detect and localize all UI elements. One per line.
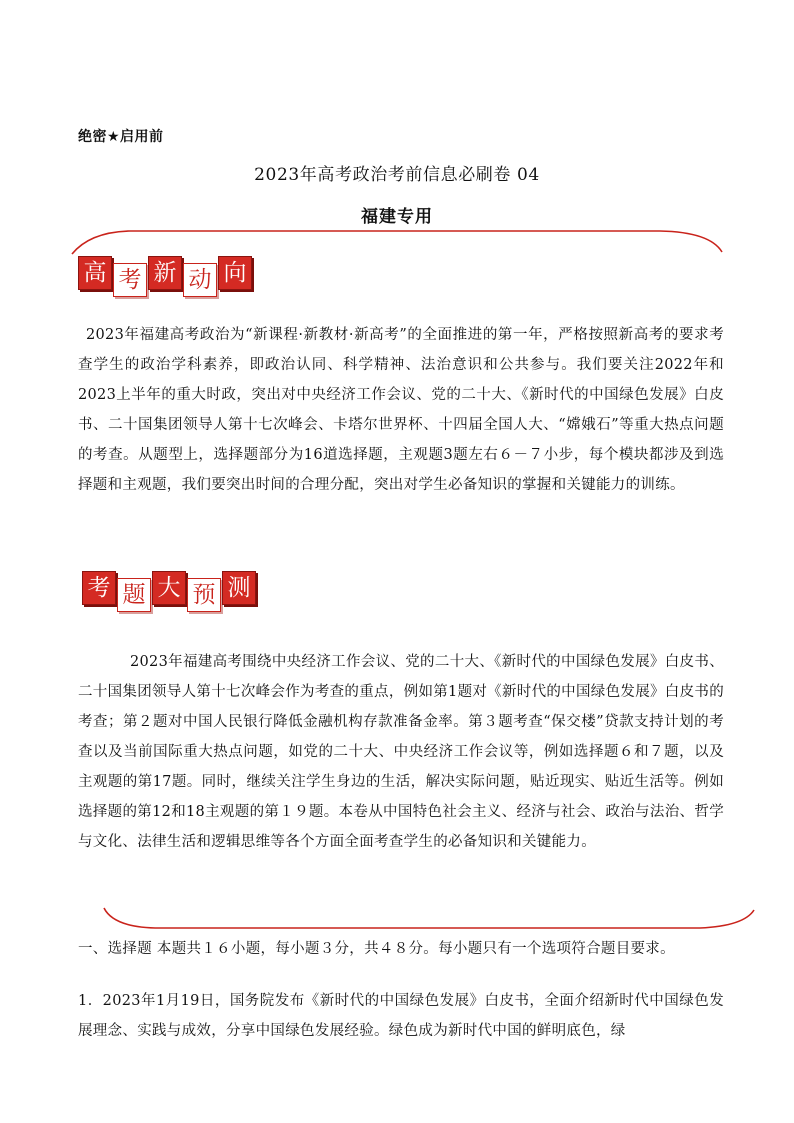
section-banner-trends bbox=[78, 256, 253, 298]
banner-char: 预 bbox=[187, 578, 221, 612]
page-subtitle: 福建专用 bbox=[361, 207, 433, 227]
banner-char: 考 bbox=[113, 263, 147, 297]
secret-label: 绝密★启用前 bbox=[78, 129, 164, 145]
question-section-intro: 一、选择题 本题共１６小题，每小题３分，共４８分。每小题只有一个选项符合题目要求。 bbox=[78, 941, 675, 957]
bottom-decorative-curve bbox=[100, 906, 758, 932]
banner-char: 考 bbox=[82, 571, 116, 605]
question-1: 1．2023年1月19日，国务院发布《新时代的中国绿色发展》白皮书，全面介绍新时代中国绿色发展理念、实践与成效，分享中国绿色发展经验。绿色成为新时代中国的鲜明底色，绿 bbox=[78, 993, 724, 1039]
section-trends-paragraph: 2023年福建高考政治为“新课程·新教材·新高考”的全面推进的第一年，严格按照新高考的要求考查学生的政治学科素养，即政治认同、科学精神、法治意识和公共参与。我们要关注2022年和2023上半年的重大时政，突出对中央经济工作会议、党的二十大、《新时代的中国绿色发展》白皮书、二十国集团领导人第十七次峰会、卡塔尔世界杯、十四届全国人大、“嫦娥石”等重大热点问题的考查。从题型上，选择题部分为16道选择题，主观题3题左右６－７小步，每个模块都涉及到选择题和主观题，我们要突出时间的合理分配，突出对学生必备知识的掌握和关键能力的训练。 bbox=[78, 327, 724, 493]
banner-char: 大 bbox=[152, 571, 186, 605]
page-title: 2023年高考政治考前信息必刷卷 04 bbox=[254, 165, 540, 185]
banner-char: 动 bbox=[183, 263, 217, 297]
banner-char: 测 bbox=[222, 571, 256, 605]
banner-char: 高 bbox=[78, 256, 112, 290]
banner-char: 题 bbox=[117, 578, 151, 612]
top-decorative-curve bbox=[70, 226, 725, 256]
section-banner-predictions bbox=[82, 571, 257, 613]
banner-char: 向 bbox=[218, 256, 252, 290]
banner-char: 新 bbox=[148, 256, 182, 290]
section-predictions-paragraph: 2023年福建高考围绕中央经济工作会议、党的二十大、《新时代的中国绿色发展》白皮书、二十国集团领导人第十七次峰会作为考查的重点，例如第1题对《新时代的中国绿色发展》白皮书的考查；第２题对中国人民银行降低金融机构存款准备金率。第３题考查“保交楼”贷款支持计划的考查以及当前国际重大热点问题，如党的二十大、中央经济工作会议等，例如选择题６和７题，以及主观题的第17题。同时，继续关注学生身边的生活，解决实际问题，贴近现实、贴近生活等。例如选择题的第12和18主观题的第１９题。本卷从中国特色社会主义、经济与社会、政治与法治、哲学与文化、法律生活和逻辑思维等各个方面全面考查学生的必备知识和关键能力。 bbox=[78, 654, 724, 850]
